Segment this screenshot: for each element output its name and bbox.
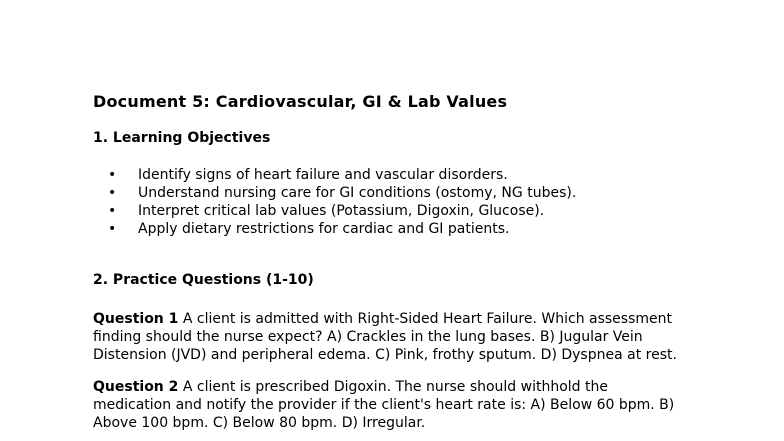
question-label: Question 1 <box>93 311 179 327</box>
objective-text: Apply dietary restrictions for cardiac and GI patients. <box>138 221 510 237</box>
question-1 <box>93 310 688 364</box>
list-item <box>93 184 693 202</box>
bullet-icon: • <box>108 185 117 201</box>
list-item <box>93 220 693 238</box>
question-2 <box>93 378 688 432</box>
question-text: A client is prescribed Digoxin. The nurse should withhold the medication and notify the provider if the client's heart rate is: A) Below 60 bpm. B) Above 100 bpm. C) Below 80 bpm. D) Irregular. <box>93 379 675 431</box>
bullet-icon: • <box>108 221 117 237</box>
question-label: Question 2 <box>93 379 179 395</box>
question-text: A client is admitted with Right-Sided Heart Failure. Which assessment finding should the nurse expect? A) Crackles in the lung bases. B) Jugular Vein Distension (JVD) and peripheral edema. C) Pink, frothy sputum. D) Dyspnea at rest. <box>93 311 677 363</box>
objective-text: Understand nursing care for GI conditions (ostomy, NG tubes). <box>138 185 577 201</box>
bullet-icon: • <box>108 203 117 219</box>
objective-text: Interpret critical lab values (Potassium, Digoxin, Glucose). <box>138 203 545 219</box>
list-item <box>93 202 693 220</box>
learning-objectives-heading: 1. Learning Objectives <box>93 130 271 146</box>
document-title: Document 5: Cardiovascular, GI & Lab Values <box>93 92 508 111</box>
document-content <box>93 90 693 432</box>
list-item <box>93 166 693 184</box>
bullet-icon: • <box>108 167 117 183</box>
objective-text: Identify signs of heart failure and vascular disorders. <box>138 167 508 183</box>
learning-objectives-list <box>93 166 693 238</box>
practice-questions-heading: 2. Practice Questions (1-10) <box>93 272 314 288</box>
